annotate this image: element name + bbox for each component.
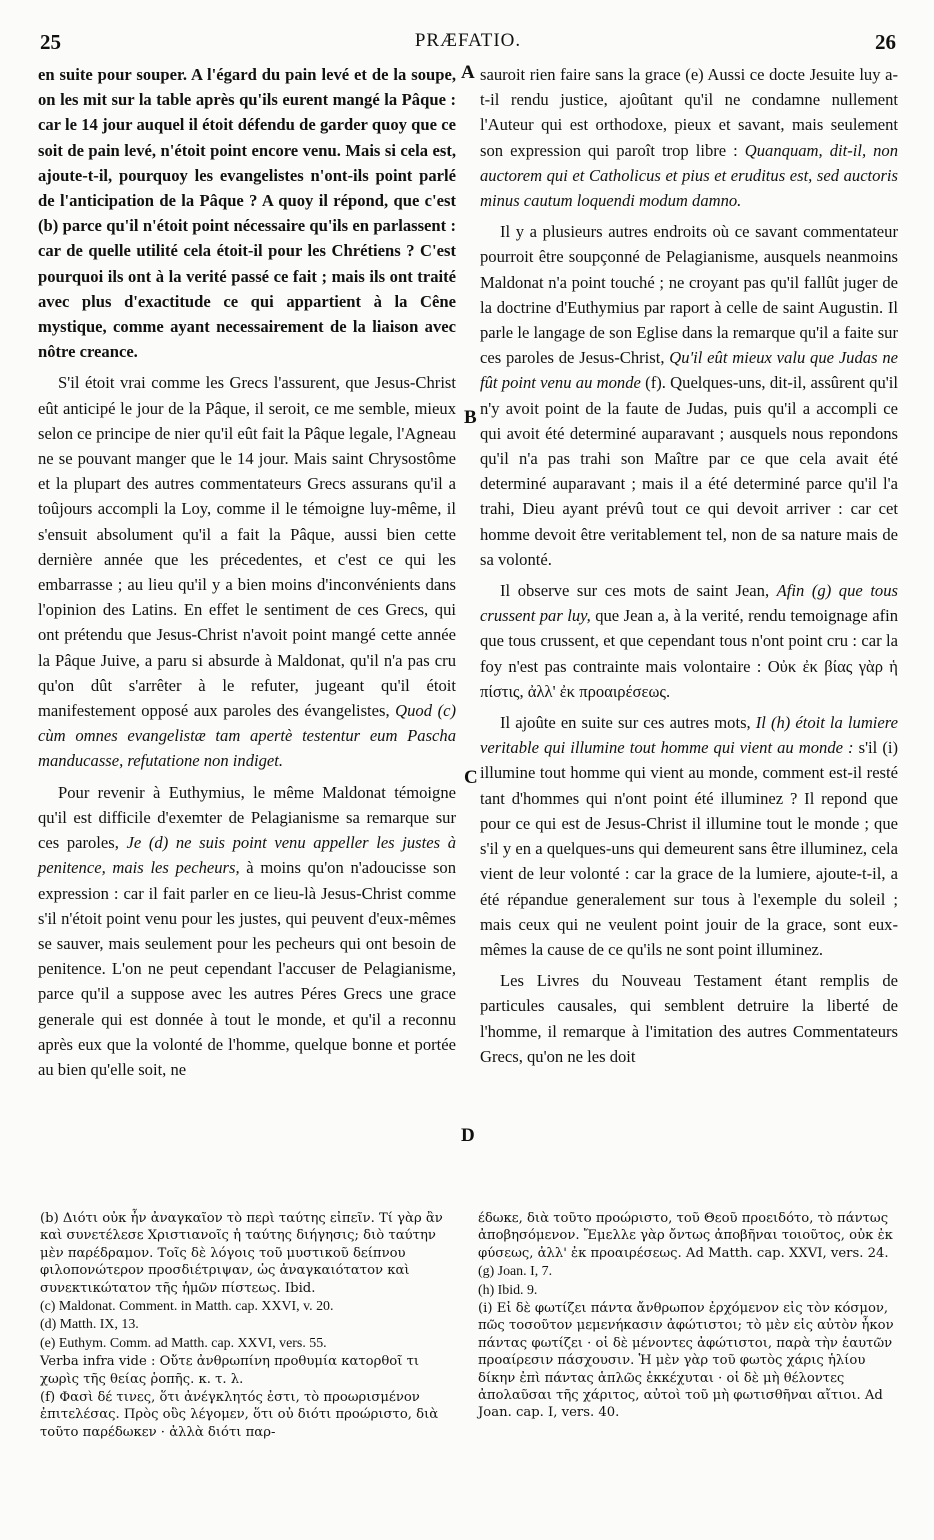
left-paragraph-1: en suite pour souper. A l'égard du pain levé et de la soupe, on les mit sur la table après qu'ils eurent mangé la Pâque : car le 14 jour auquel il étoit défendu de garder quoy que ce soit de pain levé, n'étoit point encore venu. Mais si cela est, ajoute-t-il, pourquoy les evangelistes n'ont-ils point parlé de l'anticipation de la Pâque ? A quoy il répond, que c'est (b) parce qu'il n'étoit point nécessaire qu'ils en parlassent : car de quelle utilité cela étoit-il pour les Chrétiens ? C'est pourquoi ils ont à la verité passé ce fait ; mais ils ont traité avec plus d'exactitude ce qui appartient à la Cêne mystique, comme ayant necessairement de la liaison avec nôtre creance. — [38, 65, 456, 362]
right-paragraph-2-text: Il y a plusieurs autres endroits où ce savant commentateur pourroit être soupçonné de Pelagianisme, ausquels neanmoins Maldonat n'a point touché ; ne croyant pas qu'il fallût juger de la doctrine d'Euthymius par raport à celle de saint Augustin. Il parle le langage de son Eglise dans la remarque qu'il a faite sur ces paroles de Jesus-Christ, — [480, 222, 898, 368]
footnote-e-verba: Verba infra vide : Οὔτε ἀνθρωπίνη προθυμία κατορθοῖ τι χωρὶς τῆς θείας ῥοπῆς. κ. τ. λ. — [40, 1354, 420, 1387]
footnote-g: (g) Joan. I, 7. — [478, 1264, 553, 1280]
footnote-h: (h) Ibid. 9. — [478, 1282, 538, 1298]
right-paragraph-4 — [480, 710, 898, 962]
right-paragraph-3-text-end: que Jean a, à la verité, rendu temoignage afin que tous crussent, et que cependant tous n'ont point cru : car la foy n'est pas contrainte mais volontaire : Οὐκ ἐκ βίας γὰρ ἡ πίστις, ἀλλ' ἐκ προαιρέσεως. — [480, 606, 898, 701]
right-paragraph-1 — [480, 62, 898, 213]
right-paragraph-1-quote: Quanquam, dit-il, non auctorem qui et Catholicus et pius et eruditus est, sed auctoris minus cautum loquendi modum damno. — [480, 140, 899, 211]
margin-marker-d: D — [461, 1125, 475, 1146]
right-paragraph-2 — [480, 219, 898, 572]
footnote-i: (i) Εἰ δὲ φωτίζει πάντα ἄνθρωπον ἐρχόμενον εἰς τὸν κόσμον, πῶς τοσοῦτον μεμενήκασιν ἀφώτιστοι; τὸ μὲν εἰς αὐτὸν ἧκον πάντας φωτίζει · οἱ δὲ μένοντες ἀφώτιστοι, παρὰ τὴν ἑαυτῶν προαίρεσιν πάσχουσιν. Ἡ μὲν γὰρ τοῦ φωτὸς χάρις ἡλίου δίκην ἐπὶ πάντας ἁπλῶς ἐκκέχυται · οἱ δὲ μὴ θέλοντες ἀπολαῦσαι τῆς χάριτος, αὐτοὶ τοῦ μὴ φωτισθῆναι αἴτιοι. Ad Joan. cap. I, vers. 40. — [478, 1301, 894, 1421]
footnote-f: (f) Φασὶ δέ τινες, ὅτι ἀνέγκλητός ἐστι, τὸ προωρισμένον ἐπιτελέσας. Πρὸς οὓς λέγομεν, ὅτι οὐ διότι προώριστο, διὰ τοῦτο παρέδωκεν · ἀλλὰ διότι παρ- — [40, 1390, 439, 1440]
left-paragraph-2-quote: Quod (c) cùm omnes evangelistæ tam apertè testentur eum Pascha manducasse, refutatione non indiget. — [38, 701, 456, 771]
footnote-b: (b) Διότι οὐκ ἦν ἀναγκαῖον τὸ περὶ ταύτης εἰπεῖν. Τί γὰρ ἂν καὶ συνετέλεσε Χριστιανοῖς ἡ ταύτης διήγησις; διὸ ταύτην μὲν παρέδραμον. Τοῖς δὲ λόγοις τοῦ μυστικοῦ δείπνου φιλοπονώτερον προσδιέτριψαν, ὡς ἀναγκαιότατον καὶ συνεκτικώτατον τῆς ἡμῶν πίστεως. Ibid. — [40, 1211, 443, 1296]
right-paragraph-2-text-end: (f). Quelques-uns, dit-il, assûrent qu'il n'y avoit point de la faute de Judas, puis qu'il a accompli ce qui avoit été determiné auparavant ; ausquels nous repondons qu'il n'a pas trahi son Maître par ce que cela avait été determiné auparavant ; mais il a été determiné parce qu'il l'a trahi, Dieu ayant prévû tout ce qui devoit arriver : car cet homme devoit être veritablement tel, non de sa nature mais de sa volonté. — [480, 373, 898, 569]
margin-marker-c: C — [464, 767, 478, 788]
right-paragraph-5: Les Livres du Nouveau Testament étant remplis de particules causales, qui semblent detruire la liberté de l'homme, il remarque à l'imitation des autres Commentateurs Grecs, qu'on ne les doit — [480, 971, 898, 1066]
right-paragraph-1-text: sauroit rien faire sans la grace (e) Aussi ce docte Jesuite luy a-t-il rendu justice, ajoûtant qu'il ne condamne nullement l'Auteur qui est orthodoxe, pieux et savant, mais seulement son expression qui paroît trop libre : — [480, 65, 898, 160]
footnote-f-continued: έδωκε, διὰ τοῦτο προώριστο, τοῦ Θεοῦ προειδότο, τὸ πάντως ἀποβησόμενον. Ἔμελλε γὰρ ὄντως ἀποβῆναι τοιοῦτος, οὐκ ἐκ φύσεως, ἀλλ' ἐκ προαιρέσεως. Ad Matth. cap. XXVI, vers. 24. — [478, 1211, 893, 1261]
left-paragraph-3-text: Pour revenir à Euthymius, le même Maldonat témoigne qu'il est difficile d'exemter de Pelagianisme sa remarque sur ces paroles, — [38, 782, 456, 853]
right-paragraph-3-text: Il observe sur ces mots de saint Jean, — [500, 581, 777, 601]
footnote-d: (d) Matth. IX, 13. — [40, 1317, 139, 1333]
right-paragraph-4-text: Il ajoûte en suite sur ces autres mots, — [500, 713, 756, 733]
running-title: PRÆFATIO. — [414, 30, 522, 51]
footnotes-left — [40, 1210, 460, 1442]
left-paragraph-3-quote: Je (d) ne suis point venu appeller les justes à penitence, mais les pecheurs, — [38, 833, 456, 878]
right-paragraph-3-quote: Afin (g) que tous crussent par luy, — [480, 581, 898, 626]
left-column — [38, 62, 456, 1088]
left-paragraph-3 — [38, 780, 456, 1082]
footnotes-right — [478, 1210, 898, 1423]
page-number-right: 26 — [875, 30, 896, 54]
right-paragraph-3 — [480, 578, 898, 704]
left-paragraph-3-text-end: à moins qu'on n'adoucisse son expression : car il fait parler en ce lieu-là Jesus-Christ comme s'il n'étoit point venu pour les justes, qui peuvent d'eux-mêmes se sauver, mais seulement pour les pecheurs qui ont besoin de penitence. L'on ne peut cependant l'accuser de Pelagianisme, parce qu'il a suppose avec les autres Péres Grecs une grace generale qui est donnée à tout le monde, et qu'il a reconnu après eux que la volonté de l'homme, quelque bonne et portée au bien qu'elle soit, ne — [38, 858, 456, 1079]
margin-marker-b: B — [464, 407, 477, 428]
right-column — [480, 62, 898, 1075]
page-header — [40, 30, 896, 58]
right-paragraph-4-text-end: s'il (i) illumine tout homme qui vient au monde, comment est-il resté tant d'hommes qui n'ont point été illuminez ? Il repond que pour ce qui est de Jesus-Christ il illumine tout le monde ; que s'il y en a quelques-uns qui demeurent sans être illuminez, cela vient de leur volonté : car la grace de la lumiere, ajoute-t-il, a été répandue generalement sur tous à l'exemple du soleil ; mais ceux qui ne veulent point jouir de la grace, sont eux-mêmes la cause de ce qu'ils ne sont point illuminez. — [480, 738, 898, 959]
footnote-e: (e) Euthym. Comm. ad Matth. cap. XXVI, vers. 55. — [40, 1335, 327, 1351]
right-paragraph-2-quote: Qu'il eût mieux valu que Judas ne fût point venu au monde — [480, 348, 898, 393]
page-number-left: 25 — [40, 30, 61, 54]
left-paragraph-2 — [38, 370, 456, 773]
footnote-c: (c) Maldonat. Comment. in Matth. cap. XXVI, v. 20. — [40, 1299, 334, 1315]
margin-marker-a: A — [461, 62, 475, 83]
left-paragraph-2-text: S'il étoit vrai comme les Grecs l'assurent, que Jesus-Christ eût anticipé le jour de la Pâque, il seroit, ce me semble, mieux selon ce principe de nier qu'il eût fait la Pâque legale, l'Agneau ne se pouvant manger que le 14 jour. Mais saint Chrysostôme et la plupart des autres commentateurs Grecs assurans qu'il a toûjours accompli la Loy, comme il le témoigne luy-même, il s'ensuit absolument qu'il a fait la Pâque, aussi bien cette dernière année que les précedentes, et c'est ce qui les embarrasse ; au lieu qu'il y a bien moins d'inconvénients dans l'opinion des Latins. En effet le sentiment de ces Grecs, qui ont prétendu que Jesus-Christ n'avoit point mangé cette année la Pâque Juive, a paru si absurde à Maldonat, qu'il n'a pas cru qu'on dût s'arrêter à le refuter, jugeant qu'il étoit manifestement opposé aux paroles des évangelistes, — [38, 373, 456, 721]
right-paragraph-4-quote: Il (h) étoit la lumiere veritable qui illumine tout homme qui vient au monde : — [480, 713, 898, 758]
